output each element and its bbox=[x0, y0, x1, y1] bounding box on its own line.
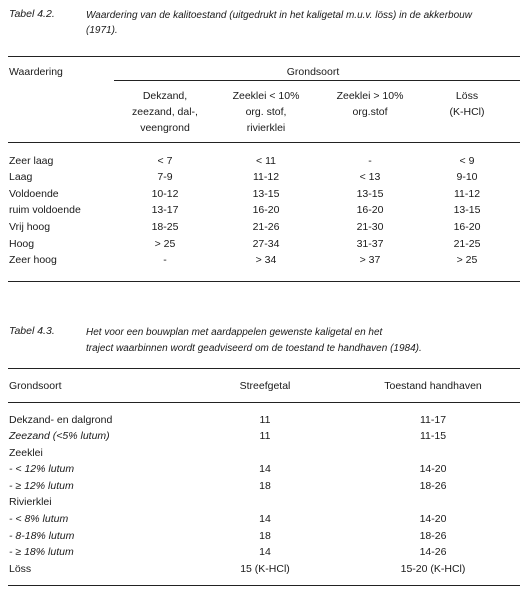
row-label: Zeeklei bbox=[9, 447, 43, 459]
cell-streefgetal: 11 bbox=[259, 430, 271, 442]
subheader-line: rivierklei bbox=[246, 122, 286, 134]
subheader-zeeklei-high bbox=[337, 88, 404, 120]
cell: 31-37 bbox=[356, 238, 384, 250]
row-label: - < 12% lutum bbox=[9, 463, 75, 475]
row-label: Zeer hoog bbox=[9, 254, 57, 266]
cell: > 37 bbox=[359, 254, 381, 266]
row-label: Zeer laag bbox=[9, 155, 54, 167]
subheader-zeeklei-low bbox=[233, 88, 300, 136]
cell-toestand: 15-20 (K-HCl) bbox=[400, 563, 466, 575]
cell: - bbox=[163, 254, 167, 266]
subheader-line: veengrond bbox=[140, 122, 190, 134]
row-label: - ≥ 12% lutum bbox=[9, 480, 74, 492]
cell: > 25 bbox=[456, 254, 478, 266]
header-streefgetal: Streefgetal bbox=[239, 380, 291, 392]
table-caption bbox=[86, 8, 472, 38]
bottom-rule bbox=[8, 281, 520, 282]
subheader-line: org.stof bbox=[352, 106, 388, 118]
cell: 13-17 bbox=[151, 204, 179, 216]
row-label: Dekzand- en dalgrond bbox=[9, 414, 113, 426]
cell: < 11 bbox=[256, 155, 276, 167]
cell: < 7 bbox=[157, 155, 173, 167]
cell-streefgetal: 15 (K-HCl) bbox=[240, 563, 290, 575]
subheader-loss bbox=[450, 88, 485, 120]
table-number: Tabel 4.3. bbox=[9, 325, 55, 337]
cell: 21-26 bbox=[252, 221, 280, 233]
row-label: Rivierklei bbox=[9, 496, 52, 508]
cell: > 34 bbox=[255, 254, 277, 266]
cell: 13-15 bbox=[356, 188, 384, 200]
cell: 21-30 bbox=[356, 221, 384, 233]
cell-toestand: 14-20 bbox=[419, 513, 447, 525]
cell: - bbox=[368, 155, 372, 167]
cell: 11-12 bbox=[252, 171, 280, 183]
subheader-line: Zeeklei > 10% bbox=[336, 90, 404, 102]
top-rule bbox=[8, 56, 520, 57]
row-label: Löss bbox=[9, 563, 32, 575]
header-grondsoort: Grondsoort bbox=[9, 380, 62, 392]
header-rule bbox=[8, 402, 520, 403]
subheader-line: Löss bbox=[455, 90, 479, 102]
cell: 18-25 bbox=[151, 221, 179, 233]
row-label: - 8-18% lutum bbox=[9, 530, 75, 542]
cell-toestand: 18-26 bbox=[419, 480, 447, 492]
cell-toestand: 18-26 bbox=[419, 530, 447, 542]
header-grondsoort: Grondsoort bbox=[286, 66, 340, 78]
top-rule bbox=[8, 368, 520, 369]
cell-streefgetal: 14 bbox=[259, 463, 271, 475]
row-label: Zeezand (<5% lutum) bbox=[9, 430, 110, 442]
cell-toestand: 14-26 bbox=[419, 546, 447, 558]
subheader-line: Dekzand, bbox=[142, 90, 188, 102]
cell: 27-34 bbox=[252, 238, 280, 250]
row-label: Laag bbox=[9, 171, 33, 183]
cell-streefgetal: 18 bbox=[259, 530, 271, 542]
bottom-rule bbox=[8, 585, 520, 586]
caption-line: Waardering van de kalitoestand (uitgedrukt in het kaligetal m.u.v. löss) in de akkerbouw bbox=[86, 10, 472, 21]
cell: 16-20 bbox=[252, 204, 280, 216]
subheader-line: org. stof, bbox=[245, 106, 287, 118]
cell: 13-15 bbox=[453, 204, 481, 216]
row-label: Voldoende bbox=[9, 188, 59, 200]
cell: 16-20 bbox=[453, 221, 481, 233]
cell: 9-10 bbox=[456, 171, 478, 183]
cell: 13-15 bbox=[252, 188, 280, 200]
cell: 11-12 bbox=[453, 188, 481, 200]
caption-line: traject waarbinnen wordt geadviseerd om de toestand te handhaven (1984). bbox=[86, 343, 422, 354]
cell-toestand: 11-17 bbox=[419, 414, 447, 426]
header-waardering: Waardering bbox=[9, 66, 63, 78]
cell-streefgetal: 11 bbox=[259, 414, 271, 426]
caption-line: Het voor een bouwplan met aardappelen gewenste kaligetal en het bbox=[86, 327, 383, 338]
cell: 21-25 bbox=[453, 238, 481, 250]
cell: < 13 bbox=[359, 171, 381, 183]
cell: < 9 bbox=[459, 155, 475, 167]
cell: 7-9 bbox=[157, 171, 173, 183]
cell-toestand: 14-20 bbox=[419, 463, 447, 475]
table-number: Tabel 4.2. bbox=[9, 8, 55, 20]
row-label: ruim voldoende bbox=[9, 204, 81, 216]
subheader-dekzand bbox=[132, 88, 198, 136]
table-caption bbox=[86, 325, 422, 357]
row-label: Hoog bbox=[9, 238, 35, 250]
cell-streefgetal: 14 bbox=[259, 546, 271, 558]
group-rule bbox=[114, 80, 520, 81]
cell: 16-20 bbox=[356, 204, 384, 216]
caption-line: (1971). bbox=[86, 25, 118, 36]
subheader-line: (K-HCl) bbox=[449, 106, 485, 118]
cell: > 25 bbox=[154, 238, 176, 250]
row-label: - < 8% lutum bbox=[9, 513, 69, 525]
cell-streefgetal: 14 bbox=[259, 513, 271, 525]
cell: 10-12 bbox=[151, 188, 179, 200]
subheader-line: zeezand, dal-, bbox=[132, 106, 198, 118]
cell-streefgetal: 18 bbox=[259, 480, 271, 492]
header-rule bbox=[8, 142, 520, 143]
header-toestand-handhaven: Toestand handhaven bbox=[384, 380, 482, 392]
row-label: - ≥ 18% lutum bbox=[9, 546, 74, 558]
subheader-line: Zeeklei < 10% bbox=[232, 90, 300, 102]
row-label: Vrij hoog bbox=[9, 221, 51, 233]
cell-toestand: 11-15 bbox=[419, 430, 447, 442]
